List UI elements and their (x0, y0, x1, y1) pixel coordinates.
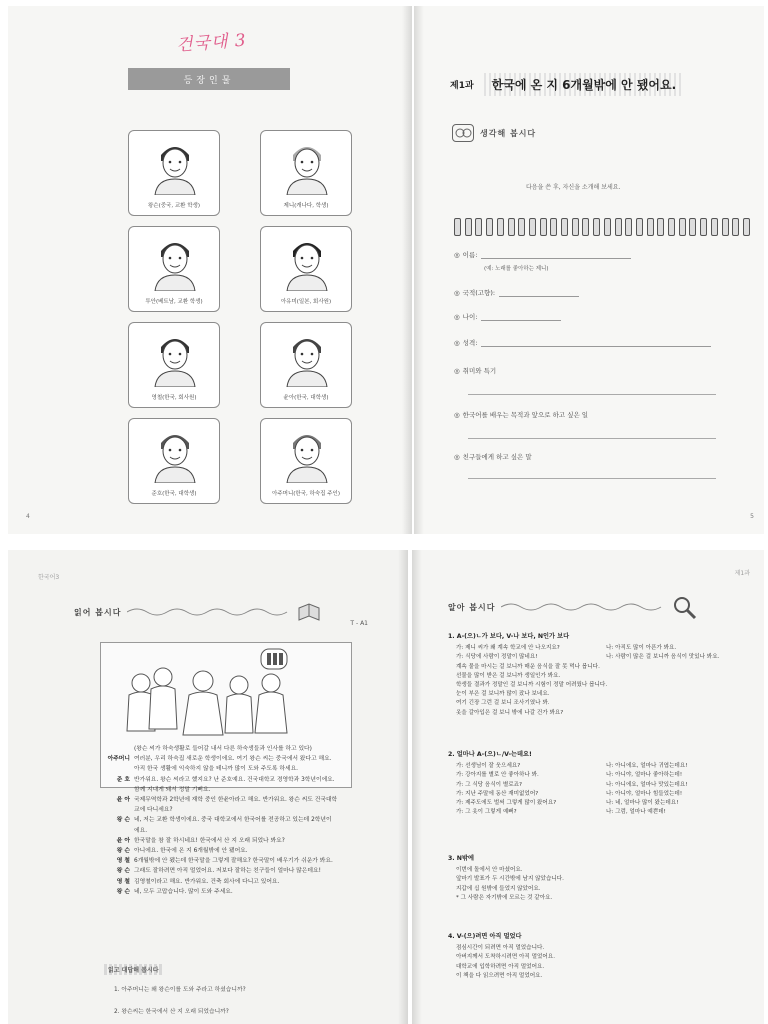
speaker: 영 철 (116, 878, 130, 885)
circle-bullet-icon: ◎ (454, 339, 460, 347)
magnifier-icon (671, 594, 697, 620)
grammar-section (448, 632, 748, 718)
example-sentence: 아버지께서 도착하시려면 아직 멀었어요. (456, 954, 555, 961)
page-number: 5 (750, 513, 754, 520)
character-card (128, 226, 220, 312)
circle-bullet-icon: ◎ (454, 367, 460, 375)
spiral-ring (689, 218, 696, 236)
section-label: 알아 봅시다 (448, 602, 496, 612)
character-portrait (279, 137, 335, 195)
character-card (260, 226, 352, 312)
character-name: 아유미(일본, 회사원) (280, 299, 332, 305)
line-text: 에요. (134, 827, 148, 834)
example-answer: 나: 네, 얼마나 많이 왔는데요! (606, 800, 679, 807)
line-text: 한국말을 참 잘 하시네요! 한국에서 산 지 오래 되었나 봐요? (134, 837, 285, 844)
spiral-ring (604, 218, 611, 236)
section-header-read (74, 602, 321, 622)
example-sentence: * 그 사람은 자기밖에 모르는 것 같아요. (456, 894, 553, 901)
circle-bullet-icon: ◎ (454, 251, 460, 259)
name-blank[interactable] (481, 251, 631, 259)
example-sentence: 지갑에 십 원밖에 들었지 않았어요. (456, 885, 541, 892)
spiral-ring (593, 218, 600, 236)
spiral-ring (668, 218, 675, 236)
example-sentence: 여기 긴장 그런 걸 보니 조사기였나 봐. (456, 700, 550, 707)
example-pair (448, 762, 748, 771)
field-hobby: ◎ 취미와 특기 (454, 367, 497, 375)
spiral-ring (722, 218, 729, 236)
grammar-title: 1. A-(으)ㄴ가 보다, V-나 보다, N인가 보다 (448, 633, 570, 640)
character-portrait (279, 329, 335, 387)
section-header-think (452, 124, 536, 142)
character-name: 왕슨(중국, 교환 학생) (147, 203, 201, 209)
field-message: ◎ 친구들에게 하고 싶은 말 (454, 453, 532, 461)
example-answer: 나: 아니야, 얼마나 힘들었는데! (606, 790, 683, 797)
example-answer: 나: 그럼, 얼마나 예쁜데! (606, 809, 666, 816)
spiral-ring (518, 218, 525, 236)
character-card (260, 130, 352, 216)
speaker (100, 764, 134, 774)
spiral-ring (540, 218, 547, 236)
grammar-title: 3. N밖에 (448, 855, 474, 862)
example-question: 가: 제주도에도 벌써 그렇게 많이 왔어요? (456, 800, 557, 807)
grammar-section (448, 854, 748, 903)
dialogue-line (100, 877, 400, 887)
dialogue-line (100, 856, 400, 866)
character-portrait (147, 233, 203, 291)
character-name: 준호(한국, 대학생) (151, 491, 197, 497)
speaker: 왕 슨 (116, 888, 130, 895)
grammar-section (448, 750, 748, 817)
questions-header: 읽고 대답해 봅시다 (104, 964, 163, 975)
speaker: 윤 아 (116, 797, 130, 804)
character-portrait (147, 137, 203, 195)
spiral-ring (529, 218, 536, 236)
speaker: 왕 슨 (116, 817, 130, 824)
dialogue-text (100, 744, 400, 897)
example-question: 가: 지난 주말에 동산 재미없었어? (456, 790, 539, 797)
dialogue-line (100, 754, 400, 764)
age-blank[interactable] (481, 313, 561, 321)
spiral-ring (647, 218, 654, 236)
speaker: 영 철 (116, 858, 130, 865)
grammar-title: 4. V-(으)려면 아직 멀었다 (448, 933, 522, 940)
character-card (128, 418, 220, 504)
spiral-ring (497, 218, 504, 236)
line-text: 교에 다니세요? (134, 807, 173, 814)
spiral-ring (475, 218, 482, 236)
speaker: 윤 아 (116, 837, 130, 844)
thinking-icon (452, 124, 474, 142)
example-question: 가: 그 옷이 그렇게 예뻐? (456, 809, 517, 816)
character-portrait (279, 425, 335, 483)
spiral-ring (454, 218, 461, 236)
speaker (100, 826, 134, 836)
speaker: 준 호 (116, 776, 130, 783)
example-sentence: 이번에 돌에서 안 마셨어요. (456, 867, 523, 874)
line-text: 6개월밖에 안 됐는데 한국말을 그렇게 잘해요? 한국말이 배우기가 쉬운가 봐요. (134, 858, 333, 865)
field-personality: ◎ 성격: (454, 338, 711, 347)
example-question: 가: 식당에 사람이 정말이 많네요! (456, 654, 538, 661)
circle-bullet-icon: ◎ (454, 313, 460, 321)
lesson-title: 한국에 온 지 6개월밖에 안 됐어요. (484, 73, 685, 96)
spiral-ring (550, 218, 557, 236)
line-text: 아직 한국 생활에 익숙하지 않을 테니까 많이 도와 주도록 하세요. (134, 766, 299, 773)
page-reading (8, 550, 408, 1024)
name-example: (예: 노래를 좋아하는 제니) (484, 266, 549, 272)
dialogue-line (100, 866, 400, 876)
example-question: 가: 그 식당 음식이 별로죠? (456, 781, 523, 788)
dialogue-line (100, 836, 400, 846)
dialogue-line (100, 744, 400, 754)
example-question: 가: 강아지를 별로 안 좋아하나 봐. (456, 772, 539, 779)
grammar-section (448, 932, 748, 981)
line-text: 함께 지내게 돼서 정말 기뻐요. (134, 786, 211, 793)
page-number: 4 (26, 513, 30, 520)
character-card (128, 130, 220, 216)
line-text: 국제무역학과 2학년에 재학 중인 한윤아라고 해요. 반가워요. 왕슨 씨도 건국대학 (134, 797, 338, 804)
example-sentence: 선물을 많이 받은 걸 보니까 생일인가 봐요. (456, 672, 561, 679)
speaker: 왕 슨 (116, 868, 130, 875)
character-name: 투안(베트남, 교환 학생) (145, 299, 203, 305)
character-name: 아주머니(한국, 하숙집 주인) (272, 491, 340, 497)
character-portrait (147, 329, 203, 387)
spiral-ring (625, 218, 632, 236)
speaker (100, 805, 134, 815)
handwritten-note: 건국대 3 (175, 30, 248, 56)
section-label: 생각해 봅시다 (480, 128, 537, 138)
example-sentence: 옷을 갈아입은 걸 보니 밖에 나갈 건가 봐요? (456, 709, 564, 716)
character-card (260, 418, 352, 504)
page-lesson1-intro (414, 6, 764, 534)
spiral-ring (561, 218, 568, 236)
spiral-ring (732, 218, 739, 236)
spiral-ring (700, 218, 707, 236)
section-label: 읽어 봅시다 (74, 607, 122, 617)
dialogue-line (100, 764, 400, 774)
character-card (128, 322, 220, 408)
line-text: 네, 모두 고맙습니다. 많이 도와 주세요. (134, 888, 233, 895)
example-question: 가: 제니 씨가 왜 계속 학교에 안 나오지요? (456, 645, 560, 652)
example-answer: 나: 아니에요, 얼마나 귀엽는데요! (606, 763, 688, 770)
question-item: 2. 왕슨씨는 한국에서 산 지 오래 되었습니까? (114, 1009, 229, 1015)
spiral-ring (572, 218, 579, 236)
speaker (100, 785, 134, 795)
example-answer: 나: 아직도 많이 아픈가 봐요. (606, 645, 677, 652)
dialogue-line (100, 795, 400, 805)
lesson-number: 제1과 (450, 80, 474, 91)
spiral-ring (615, 218, 622, 236)
spiral-ring (636, 218, 643, 236)
dialogue-line (100, 775, 400, 785)
dialogue-line (100, 846, 400, 856)
example-sentence: 점심시간이 되려면 아직 멀었습니다. (456, 945, 545, 952)
spiral-ring (743, 218, 750, 236)
example-pair (448, 781, 748, 790)
example-sentence: 눈이 부은 걸 보니까 많이 잤나 보네요. (456, 691, 550, 698)
example-sentence: 학생들 결과가 정말인 걸 보니까 시험이 정말 어려웠나 봅니다. (456, 682, 608, 689)
spiral-ring (711, 218, 718, 236)
question-item: 1. 아주머니는 왜 왕슨이를 도와 주라고 하셨습니까? (114, 987, 246, 993)
dialogue-line (100, 815, 400, 825)
example-answer: 나: 아니야, 얼마나 좋아하는데! (606, 772, 683, 779)
notebook-spiral (454, 218, 750, 236)
running-head: 제1과 (734, 570, 750, 577)
page-grammar (412, 550, 764, 1024)
dialogue-line (100, 826, 400, 836)
audio-track: T - A1 (350, 620, 368, 627)
field-name: ◎ 이름: (454, 250, 631, 259)
spiral-ring (679, 218, 686, 236)
field-purpose: ◎ 한국어를 배우는 목적과 앞으로 하고 싶은 일 (454, 411, 589, 419)
nationality-blank[interactable] (499, 289, 579, 297)
character-name: 제니(캐나다, 학생) (283, 203, 329, 209)
personality-blank[interactable] (481, 339, 711, 347)
dialogue-line (100, 805, 400, 815)
dialogue-line (100, 887, 400, 897)
example-answer: 나: 사람이 많은 걸 보니까 음식이 맛있나 봐요. (606, 654, 720, 661)
decorative-swirl (501, 601, 671, 613)
lesson-header (450, 70, 750, 98)
running-head: 한국어3 (38, 574, 60, 581)
field-nationality: ◎ 국적(고향): (454, 288, 579, 297)
example-sentence: 이 책을 다 읽으려면 아직 멀었어요. (456, 972, 543, 979)
hobby-line[interactable] (468, 394, 716, 395)
character-portrait (279, 233, 335, 291)
book-icon (297, 602, 321, 622)
character-grid (128, 130, 360, 504)
field-age: ◎ 나이: (454, 312, 561, 321)
speaker: 왕 슨 (116, 848, 130, 855)
speaker (100, 744, 134, 754)
spiral-ring (582, 218, 589, 236)
purpose-line[interactable] (468, 438, 716, 439)
example-sentence: 계속 물을 마시는 걸 보니까 매운 음식을 잘 못 먹나 봅니다. (456, 663, 600, 670)
line-text: 김영철이라고 해요. 반가워요. 건축 회사에 다니고 있어요. (134, 878, 280, 885)
character-portrait (147, 425, 203, 483)
dialogue-line (100, 785, 400, 795)
example-answer: 나: 아니에요, 얼마나 맛있는데요! (606, 781, 688, 788)
example-pair (448, 653, 748, 662)
example-pair (448, 771, 748, 780)
instruction-text: 다음을 쓴 후, 자신을 소개해 보세요. (526, 184, 621, 191)
spiral-ring (508, 218, 515, 236)
circle-bullet-icon: ◎ (454, 411, 460, 419)
line-text: 여러분, 우리 하숙집 새로운 학생이에요. 여기 왕슨 씨는 중국에서 왔다고 해요. (134, 756, 332, 763)
line-text: 네, 저는 교환 학생이에요. 중국 대학교에서 한국어를 전공하고 있는데 2학년이 (134, 817, 332, 824)
line-text: (왕슨 씨가 하숙생활로 들어갈 내서 다른 하숙생들과 인사를 하고 있다) (134, 746, 312, 752)
character-name: 영철(한국, 회사원) (151, 395, 197, 401)
example-pair (448, 799, 748, 808)
character-card (260, 322, 352, 408)
example-pair (448, 790, 748, 799)
example-question: 가: 선생님이 잘 웃으세요? (456, 763, 521, 770)
decorative-swirl (127, 606, 297, 618)
circle-bullet-icon: ◎ (454, 289, 460, 297)
example-sentence: 대학교에 입학하려면 아직 멀었어요. (456, 963, 545, 970)
page-characters (8, 6, 412, 534)
spiral-ring (465, 218, 472, 236)
example-sentence: 앞마기 발표가 두 시간밖에 남지 않았습니다. (456, 876, 564, 883)
character-name: 윤아(한국, 대학생) (283, 395, 329, 401)
page-title: 등장인물 (128, 68, 290, 90)
speaker: 아주머니 (107, 756, 130, 763)
message-line[interactable] (468, 478, 716, 479)
people-illustration (101, 643, 351, 743)
section-header-know (448, 594, 697, 620)
example-pair (448, 644, 748, 653)
line-text: 그래도 잘하려면 아직 멀었어요. 저보다 잘하는 친구들이 얼마나 많은데요! (134, 868, 321, 875)
grammar-title: 2. 얼마나 A-(으)ㄴ/V-는데요! (448, 751, 532, 758)
spiral-ring (657, 218, 664, 236)
line-text: 아니에요. 한국에 온 지 6개월밖에 안 됐어요. (134, 848, 248, 855)
circle-bullet-icon: ◎ (454, 453, 460, 461)
spiral-ring (486, 218, 493, 236)
example-pair (448, 808, 748, 817)
line-text: 반가워요. 왕슨 씨라고 했지요? 난 준호예요. 건국대학교 경영학과 3학년이에요. (134, 776, 335, 783)
